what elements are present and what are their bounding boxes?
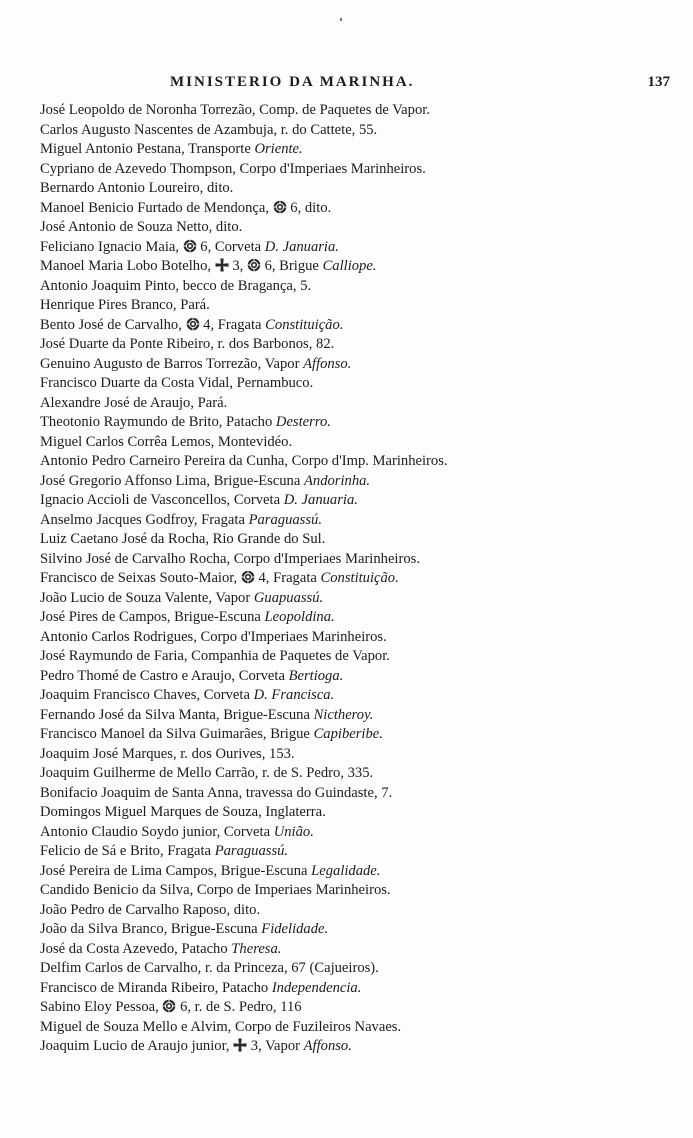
entry-text: João da Silva Branco, Brigue-Escuna	[40, 921, 262, 937]
entry-text: 6, r. de S. Pedro, 116	[176, 999, 302, 1015]
list-item	[40, 472, 685, 492]
rose-decoration-icon	[241, 570, 255, 584]
entry-text: 4, Fragata	[254, 570, 321, 586]
list-item	[40, 1037, 685, 1057]
entry-text: 6, Brigue	[260, 258, 323, 274]
ship-name: União.	[273, 823, 314, 840]
list-item	[40, 920, 685, 940]
entry-text: José Duarte da Ponte Ribeiro, r. dos Barbonos, 82.	[40, 336, 335, 352]
entry-text: Luiz Caetano José da Rocha, Rio Grande do Sul.	[40, 531, 326, 547]
list-item	[40, 940, 685, 960]
ship-name: Andorinha.	[303, 472, 371, 489]
ship-name: Affonso.	[303, 355, 352, 372]
ship-name: Constituição.	[320, 570, 399, 586]
list-item	[40, 647, 685, 667]
ink-speck	[340, 18, 342, 21]
list-item	[40, 355, 685, 375]
entry-text: Domingos Miguel Marques de Souza, Inglaterra.	[40, 804, 326, 820]
list-item	[40, 101, 685, 121]
ship-name: Paraguassú.	[214, 843, 289, 859]
list-item	[40, 1018, 685, 1038]
list-item	[40, 725, 685, 745]
entry-text: José Antonio de Souza Netto, dito.	[40, 219, 243, 235]
entry-text: Cypriano de Azevedo Thompson, Corpo d'Imperiaes Marinheiros.	[40, 160, 426, 177]
list-item	[40, 842, 685, 862]
list-item	[40, 491, 685, 511]
entry-text: Joaquim José Marques, r. dos Ourives, 153.	[40, 745, 295, 762]
entry-text: 4, Fragata	[199, 316, 266, 333]
ship-name: Guapuassú.	[253, 589, 324, 606]
list-item	[40, 257, 685, 277]
list-item	[40, 979, 685, 999]
list-item	[40, 706, 685, 726]
entry-text: Felicio de Sá e Brito, Fragata	[40, 843, 215, 859]
list-item	[40, 550, 685, 570]
entry-text: José Gregorio Affonso Lima, Brigue-Escuna	[40, 472, 304, 489]
list-item	[40, 686, 685, 706]
entry-text: Manoel Benicio Furtado de Mendonça,	[40, 199, 273, 216]
entry-text: Ignacio Accioli de Vasconcellos, Corveta	[40, 492, 284, 508]
list-item	[40, 511, 685, 531]
entry-text: Candido Benicio da Silva, Corpo de Imperiaes Marinheiros.	[40, 882, 391, 898]
list-item	[40, 628, 685, 648]
list-item	[40, 218, 685, 238]
list-item	[40, 277, 685, 297]
list-item	[40, 394, 685, 414]
list-item	[40, 667, 685, 687]
entry-text: Delfim Carlos de Carvalho, r. da Princeza, 67 (Cajueiros).	[40, 960, 379, 976]
ship-name: D. Januaria.	[283, 492, 358, 508]
entry-text: 3, Vapor	[247, 1038, 304, 1054]
entry-text: Pedro Thomé de Castro e Araujo, Corveta	[40, 667, 289, 684]
entry-text: Miguel Carlos Corrêa Lemos, Montevidéo.	[40, 433, 293, 450]
ship-name: Calliope.	[322, 258, 377, 274]
ship-name: Capiberibe.	[313, 726, 383, 742]
list-item	[40, 823, 685, 843]
ship-name: D. Januaria.	[264, 238, 339, 255]
running-title: MINISTERIO DA MARINHA.	[170, 74, 415, 90]
list-item	[40, 316, 685, 336]
list-item	[40, 608, 685, 628]
ship-name: Fidelidade.	[261, 921, 329, 937]
ship-name: Desterro.	[275, 414, 331, 430]
entry-text: Fernando José da Silva Manta, Brigue-Escuna	[40, 706, 314, 723]
entry-text: José Leopoldo de Noronha Torrezão, Comp. de Paquetes de Vapor.	[40, 102, 430, 118]
entry-text: 6, Corveta	[196, 238, 265, 255]
entry-text: João Lucio de Souza Valente, Vapor	[40, 589, 254, 606]
entry-text: Francisco de Seixas Souto-Maior,	[40, 570, 241, 586]
list-item	[40, 238, 685, 258]
list-item	[40, 764, 685, 784]
list-item	[40, 803, 685, 823]
list-item	[40, 959, 685, 979]
page-number: 137	[647, 74, 670, 90]
entry-text: Miguel de Souza Mello e Alvim, Corpo de Fuzileiros Navaes.	[40, 1018, 402, 1035]
list-item	[40, 998, 685, 1018]
entry-text: 6, dito.	[286, 199, 332, 216]
entry-text: José Raymundo de Faria, Companhia de Paquetes de Vapor.	[40, 648, 390, 664]
list-item	[40, 452, 685, 472]
entry-text: José Pires de Campos, Brigue-Escuna	[40, 609, 265, 625]
ship-name: Theresa.	[231, 940, 282, 957]
list-item	[40, 296, 685, 316]
entry-text: Carlos Augusto Nascentes de Azambuja, r. do Cattete, 55.	[40, 121, 378, 138]
ship-name: Legalidade.	[311, 862, 381, 879]
rose-decoration-icon	[273, 200, 287, 214]
ship-name: Affonso.	[303, 1038, 352, 1054]
list-item	[40, 530, 685, 550]
entry-text: 3,	[228, 258, 247, 274]
entry-text: Manoel Maria Lobo Botelho,	[40, 258, 215, 274]
entry-text: Antonio Pedro Carneiro Pereira da Cunha, Corpo d'Imp. Marinheiros.	[40, 453, 448, 469]
entry-text: Antonio Joaquim Pinto, becco de Bragança, 5.	[40, 277, 312, 294]
list-item	[40, 199, 685, 219]
entry-text: Theotonio Raymundo de Brito, Patacho	[40, 414, 276, 430]
list-item	[40, 745, 685, 765]
list-item	[40, 901, 685, 921]
entry-text: Joaquim Guilherme de Mello Carrão, r. de S. Pedro, 335.	[40, 765, 374, 781]
ship-name: Oriente.	[254, 141, 303, 157]
list-item	[40, 160, 685, 180]
entry-text: Francisco Manoel da Silva Guimarães, Brigue	[40, 726, 314, 742]
list-item	[40, 569, 685, 589]
list-item	[40, 413, 685, 433]
list-item	[40, 140, 685, 160]
cross-decoration-icon	[233, 1038, 247, 1052]
entry-text: Miguel Antonio Pestana, Transporte	[40, 141, 255, 157]
list-item	[40, 121, 685, 141]
officer-list	[40, 101, 685, 1057]
entry-text: Francisco de Miranda Ribeiro, Patacho	[40, 979, 272, 996]
list-item	[40, 179, 685, 199]
entry-text: Joaquim Lucio de Araujo junior,	[40, 1038, 234, 1054]
ship-name: Bertioga.	[288, 667, 344, 684]
entry-text: Alexandre José de Araujo, Pará.	[40, 394, 228, 411]
rose-decoration-icon	[183, 239, 197, 253]
entry-text: João Pedro de Carvalho Raposo, dito.	[40, 901, 261, 918]
entry-text: Joaquim Francisco Chaves, Corveta	[40, 687, 254, 703]
entry-text: Bento José de Carvalho,	[40, 316, 186, 333]
entry-text: Genuino Augusto de Barros Torrezão, Vapor	[40, 355, 304, 372]
entry-text: Feliciano Ignacio Maia,	[40, 238, 183, 255]
rose-decoration-icon	[247, 258, 261, 272]
page-header	[40, 74, 680, 96]
entry-text: Sabino Eloy Pessoa,	[40, 999, 163, 1015]
list-item	[40, 433, 685, 453]
ship-name: Paraguassú.	[248, 511, 322, 528]
entry-text: Francisco Duarte da Costa Vidal, Pernambuco.	[40, 375, 314, 391]
cross-decoration-icon	[215, 258, 229, 272]
ship-name: Constituição.	[265, 316, 344, 333]
ship-name: Leopoldina.	[264, 609, 335, 625]
list-item	[40, 881, 685, 901]
entry-text: Bernardo Antonio Loureiro, dito.	[40, 180, 234, 196]
entry-text: José da Costa Azevedo, Patacho	[40, 940, 232, 957]
entry-text: Silvino José de Carvalho Rocha, Corpo d'Imperiaes Marinheiros.	[40, 550, 420, 567]
entry-text: José Pereira de Lima Campos, Brigue-Escuna	[40, 862, 312, 879]
ship-name: Independencia.	[271, 979, 362, 996]
entry-text: Henrique Pires Branco, Pará.	[40, 297, 210, 313]
entry-text: Antonio Claudio Soydo junior, Corveta	[40, 823, 274, 840]
entry-text: Antonio Carlos Rodrigues, Corpo d'Imperiaes Marinheiros.	[40, 628, 387, 645]
entry-text: Bonifacio Joaquim de Santa Anna, travessa do Guindaste, 7.	[40, 784, 393, 801]
rose-decoration-icon	[162, 999, 176, 1013]
list-item	[40, 335, 685, 355]
list-item	[40, 862, 685, 882]
rose-decoration-icon	[186, 317, 200, 331]
ship-name: Nictheroy.	[313, 706, 374, 723]
entry-text: Anselmo Jacques Godfroy, Fragata	[40, 511, 249, 528]
list-item	[40, 784, 685, 804]
list-item	[40, 374, 685, 394]
list-item	[40, 589, 685, 609]
ship-name: D. Francisca.	[253, 687, 335, 703]
